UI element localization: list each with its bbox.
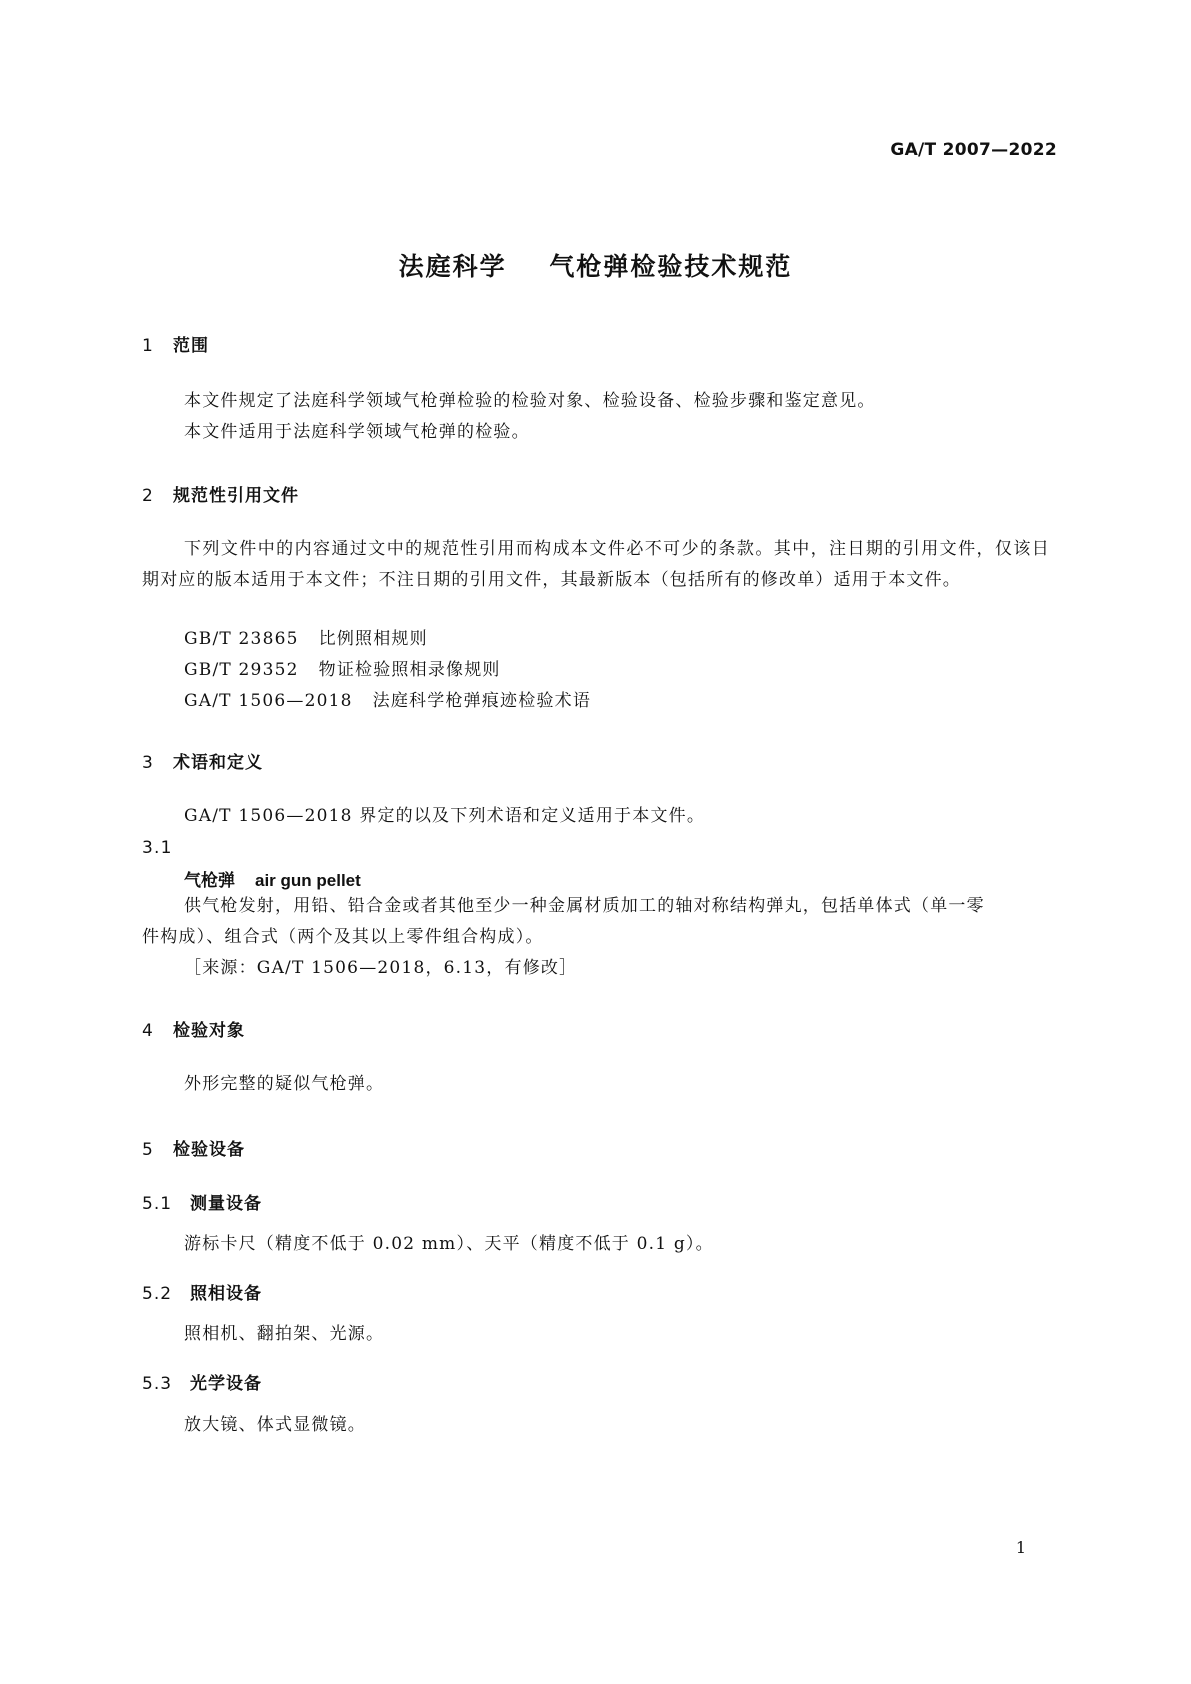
section-number: 3 — [142, 753, 154, 773]
section-number: 4 — [142, 1021, 154, 1041]
section-4-heading — [142, 1016, 245, 1041]
paragraph: 本文件适用于法庭科学领域气枪弹的检验。 — [184, 422, 530, 442]
paragraph: 外形完整的疑似气枪弹。 — [184, 1074, 385, 1094]
paragraph: 游标卡尺（精度不低于 0.02 mm）、天平（精度不低于 0.1 g）。 — [184, 1234, 714, 1254]
section-5-heading — [142, 1135, 245, 1160]
reference-title: 法庭科学枪弹痕迹检验术语 — [372, 691, 592, 711]
reference-item — [184, 624, 428, 655]
reference-item — [184, 686, 591, 717]
section-2-heading — [142, 481, 299, 506]
reference-item — [184, 655, 501, 686]
document-title: 法庭科学 气枪弹检验技术规范 — [398, 252, 793, 281]
reference-code: GB/T 29352 — [184, 660, 299, 680]
paragraph: GA/T 1506—2018 界定的以及下列术语和定义适用于本文件。 — [184, 806, 706, 826]
subsection-number: 5.2 — [142, 1284, 173, 1304]
reference-code: GB/T 23865 — [184, 629, 299, 649]
section-title: 术语和定义 — [173, 753, 263, 773]
definition-line: 供气枪发射，用铅、铅合金或者其他至少一种金属材质加工的轴对称结构弹丸，包括单体式（单一零 — [184, 896, 985, 916]
standard-code: GA/T 2007—2022 — [890, 140, 1057, 160]
paragraph: 放大镜、体式显微镜。 — [184, 1415, 366, 1435]
section-title: 检验设备 — [173, 1140, 245, 1160]
subsection-number: 5.3 — [142, 1374, 173, 1394]
term-number: 3.1 — [142, 838, 173, 858]
subsection-title: 光学设备 — [190, 1374, 262, 1394]
reference-title: 比例照相规则 — [318, 629, 428, 649]
section-title: 检验对象 — [173, 1021, 245, 1041]
section-3-heading — [142, 748, 263, 773]
reference-code: GA/T 1506—2018 — [184, 691, 353, 711]
subsection-5-1-heading — [142, 1189, 262, 1214]
section-number: 5 — [142, 1140, 154, 1160]
term-chinese: 气枪弹 — [184, 871, 235, 891]
term-entry — [184, 866, 361, 891]
reference-title: 物证检验照相录像规则 — [318, 660, 501, 680]
paragraph: 下列文件中的内容通过文中的规范性引用而构成本文件必不可少的条款。其中，注日期的引用文件，仅该日期对应的版本适用于本文件；不注日期的引用文件，其最新版本（包括所有的修改单）适用于本文件。 — [142, 539, 1050, 590]
definition-line: 件构成）、组合式（两个及其以上零件组合构成）。 — [142, 927, 544, 947]
section-number: 2 — [142, 486, 154, 506]
subsection-title: 测量设备 — [190, 1194, 262, 1214]
section-number: 1 — [142, 336, 154, 356]
paragraph: 照相机、翻拍架、光源。 — [184, 1324, 385, 1344]
subsection-title: 照相设备 — [190, 1284, 262, 1304]
paragraph: 本文件规定了法庭科学领域气枪弹检验的检验对象、检验设备、检验步骤和鉴定意见。 — [184, 391, 876, 411]
subsection-number: 5.1 — [142, 1194, 173, 1214]
term-source: ［来源：GA/T 1506—2018，6.13，有修改］ — [184, 958, 578, 978]
subsection-5-3-heading — [142, 1369, 262, 1394]
page-number: 1 — [1015, 1538, 1026, 1557]
subsection-5-2-heading — [142, 1279, 262, 1304]
section-title: 范围 — [173, 336, 209, 356]
term-english: air gun pellet — [255, 871, 361, 890]
section-title: 规范性引用文件 — [173, 486, 299, 506]
section-1-heading — [142, 331, 209, 356]
